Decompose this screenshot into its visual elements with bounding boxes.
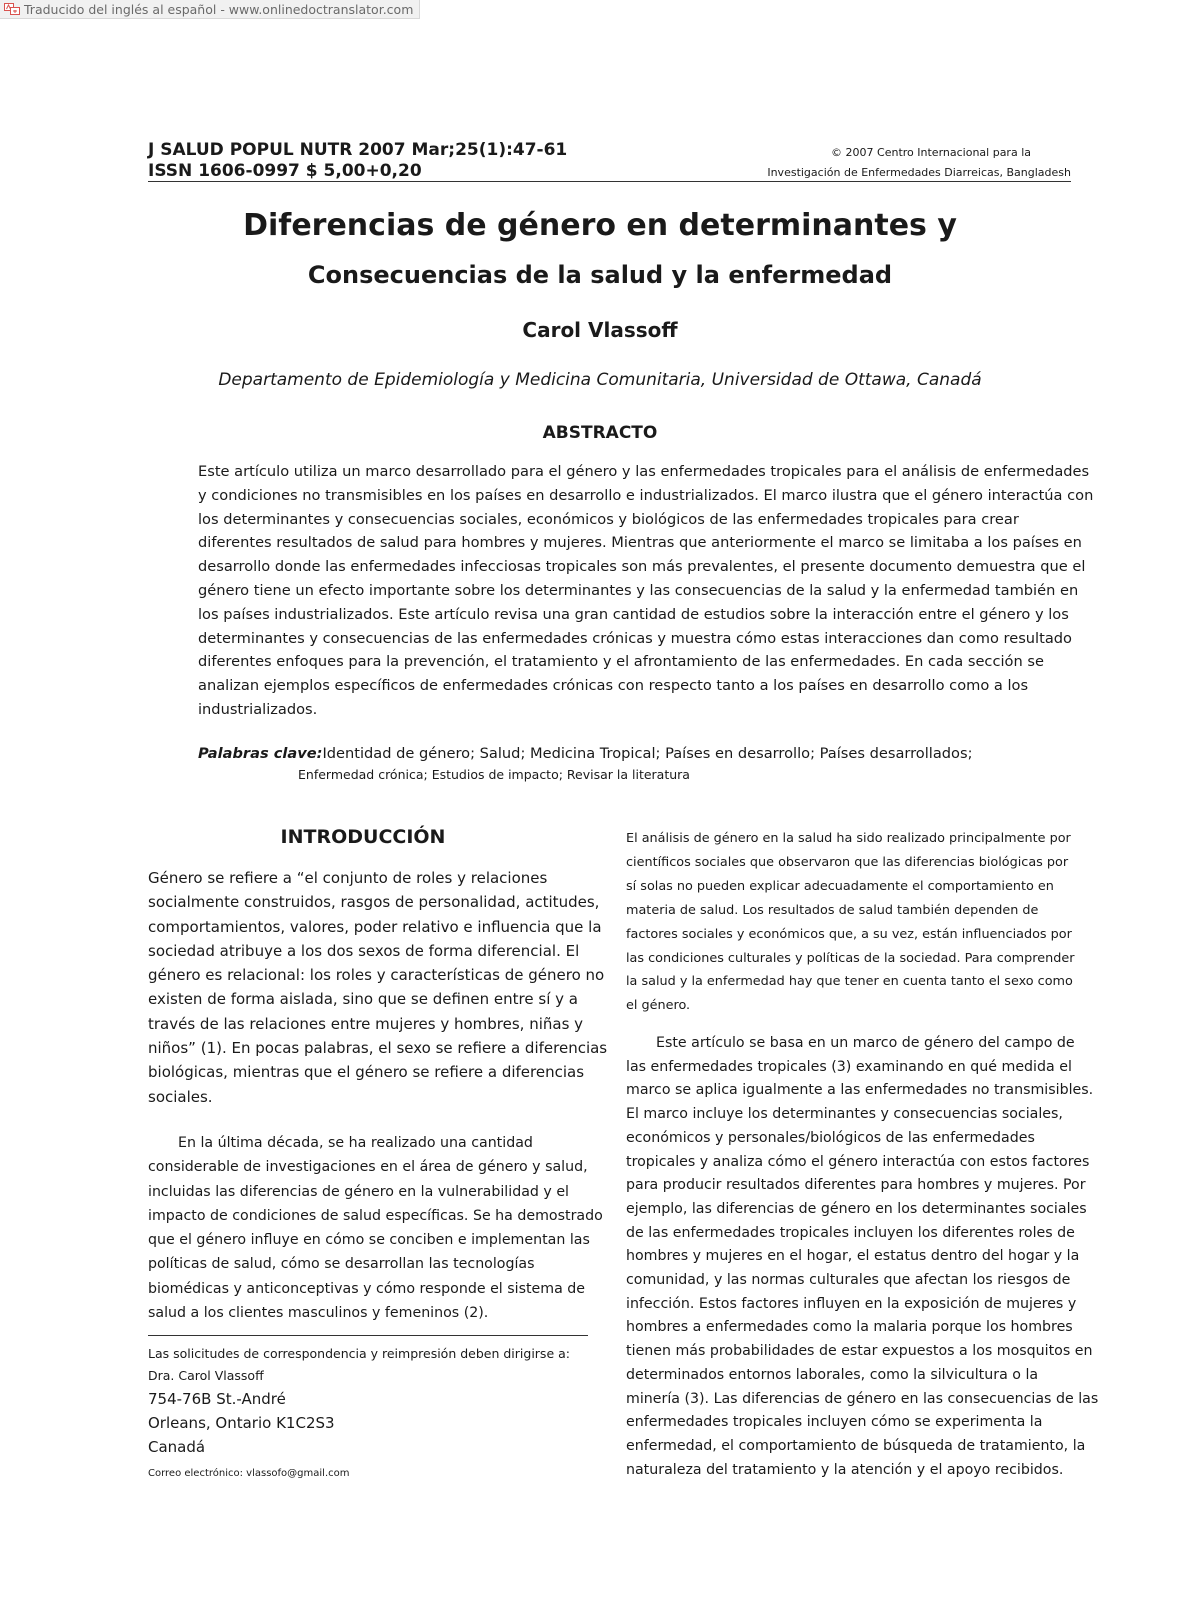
paragraph-line: enfermedades tropicales incluyen cómo se experimenta la — [626, 1414, 1043, 1431]
paragraph-line: de las enfermedades tropicales incluyen los diferentes roles de — [626, 1224, 1075, 1241]
paragraph-line: través de las relaciones entre mujeres y hombres, niñas y — [148, 1014, 584, 1033]
right-paragraph-1 — [626, 827, 1075, 1018]
paragraph-line: marco se aplica igualmente a las enfermedades no transmisibles. — [626, 1082, 1094, 1099]
intro-paragraph-1 — [148, 866, 608, 1109]
footnote-request-line: Las solicitudes de correspondencia y reimpresión deben dirigirse a: — [148, 1346, 570, 1361]
paragraph-line: políticas de salud, cómo se desarrollan las tecnologías — [148, 1256, 535, 1273]
abstract-line: determinantes y consecuencias de las enfermedades crónicas y muestra cómo estas interacciones dan como resultado — [198, 629, 1072, 647]
header-divider — [148, 181, 1071, 182]
paragraph-line: científicos sociales que observaron que las diferencias biológicas por — [626, 854, 1069, 870]
paragraph-line: minería (3). Las diferencias de género en las consecuencias de las — [626, 1390, 1099, 1407]
abstract-line: y condiciones no transmisibles en los países en desarrollo e industrializados. El marco ilustra que el género interactúa con — [198, 486, 1094, 504]
abstract-line: analizan ejemplos específicos de enfermedades crónicas con respecto tanto a los países en desarrollo como a los — [198, 677, 1029, 695]
paragraph-line: ejemplo, las diferencias de género en los determinantes sociales — [626, 1200, 1087, 1217]
abstract-line: género tiene un efecto importante sobre los determinantes y las consecuencias de la salud y la enfermedad también en — [198, 581, 1079, 599]
paragraph-line: socialmente construidos, rasgos de personalidad, actitudes, — [148, 893, 600, 912]
paragraph-line: hombres a enfermedades como la malaria porque los hombres — [626, 1319, 1073, 1336]
correspondence-footnote — [148, 1343, 588, 1485]
paragraph-line: sociales. — [148, 1087, 213, 1106]
introduction-heading: INTRODUCCIÓN — [280, 826, 446, 848]
abstract-heading: ABSTRACTO — [542, 423, 658, 443]
author-name: Carol Vlassoff — [522, 318, 678, 342]
paragraph-line: infección. Estos factores influyen en la exposición de mujeres y — [626, 1295, 1077, 1312]
abstract-line: diferentes resultados de salud para hombres y mujeres. Mientras que anteriormente el marco se limitaba a los países en — [198, 534, 1082, 552]
paragraph-line: género es relacional: los roles y características de género no — [148, 966, 605, 985]
paragraph-line: materia de salud. Los resultados de salud también dependen de — [626, 902, 1039, 918]
copyright-line-2: Investigación de Enfermedades Diarreicas, Bangladesh — [767, 166, 1071, 179]
paragraph-line: El marco incluye los determinantes y consecuencias sociales, — [626, 1106, 1063, 1123]
paragraph-line: sí solas no pueden explicar adecuadamente el comportamiento en — [626, 878, 1054, 894]
paragraph-line: salud a los clientes masculinos y femeninos (2). — [148, 1305, 489, 1322]
paragraph-line: considerable de investigaciones en el área de género y salud, — [148, 1159, 588, 1176]
paragraph-line: económicos y personales/biológicos de las enfermedades — [626, 1129, 1035, 1146]
keywords-label: Palabras clave: — [198, 745, 323, 762]
paragraph-line: determinados entornos laborales, como la silvicultura o la — [626, 1366, 1039, 1383]
paragraph-line: comportamientos, valores, poder relativo e influencia que la — [148, 917, 602, 936]
paragraph-line: para producir resultados diferentes para hombres y mujeres. Por — [626, 1177, 1086, 1194]
paragraph-line: enfermedad, el comportamiento de búsqueda de tratamiento, la — [626, 1437, 1086, 1454]
paragraph-line: comunidad, y las normas culturales que afectan los riesgos de — [626, 1272, 1071, 1289]
paragraph-line: En la última década, se ha realizado una cantidad — [178, 1135, 533, 1151]
paragraph-line: las enfermedades tropicales (3) examinando en qué medida el — [626, 1058, 1072, 1075]
paragraph-line: tienen más probabilidades de estar expuestos a los mosquitos en — [626, 1343, 1093, 1360]
keywords-line-1: Identidad de género; Salud; Medicina Tropical; Países en desarrollo; Países desarrollados; — [322, 745, 973, 762]
abstract-line: industrializados. — [198, 700, 318, 718]
paragraph-line: naturaleza del tratamiento y la atención y el apoyo recibidos. — [626, 1461, 1064, 1478]
paragraph-line: biológicas, mientras que el género se refiere a diferencias — [148, 1063, 585, 1082]
journal-citation: J SALUD POPUL NUTR 2007 Mar;25(1):47-61 — [148, 140, 568, 160]
right-paragraph-2 — [626, 1032, 1099, 1482]
paragraph-line: biomédicas y anticonceptivas y cómo responde el sistema de — [148, 1280, 586, 1297]
copyright-line-1: © 2007 Centro Internacional para la — [831, 146, 1031, 159]
paragraph-line: Este artículo se basa en un marco de género del campo de — [656, 1035, 1075, 1051]
paragraph-line: tropicales y analiza cómo el género interactúa con estos factores — [626, 1153, 1090, 1170]
paragraph-line: el género. — [626, 998, 691, 1014]
keywords — [198, 742, 1028, 766]
article-title-line-2: Consecuencias de la salud y la enfermedad — [307, 261, 893, 289]
abstract-line: Este artículo utiliza un marco desarrollado para el género y las enfermedades tropicales para el análisis de enfermedades — [198, 463, 1090, 480]
abstract-line: los países industrializados. Este artículo revisa una gran cantidad de estudios sobre la interacción entre el género y los — [198, 605, 1069, 623]
paragraph-line: factores sociales y económicos que, a su vez, están influenciados por — [626, 926, 1072, 942]
paragraph-line: sociedad atribuye a los dos sexos de forma diferencial. El — [148, 941, 580, 960]
paragraph-line: incluidas las diferencias de género en la vulnerabilidad y el — [148, 1183, 569, 1200]
paragraph-line: la salud y la enfermedad hay que tener en cuenta tanto el sexo como — [626, 974, 1073, 990]
abstract-body — [198, 460, 1094, 722]
paragraph-line: las condiciones culturales y políticas de la sociedad. Para comprender — [626, 950, 1075, 966]
paragraph-line: Género se refiere a “el conjunto de roles y relaciones — [148, 869, 548, 887]
abstract-line: diferentes enfoques para la prevención, el tratamiento y el afrontamiento de las enfermedades. En cada sección se — [198, 653, 1044, 671]
banner-text: Traducido del inglés al español - www.onlinedoctranslator.com — [24, 1, 414, 17]
paragraph-line: que el género influye en cómo se conciben e implementan las — [148, 1232, 590, 1249]
article-title-line-1: Diferencias de género en determinantes y — [243, 208, 957, 243]
footnote-email: Correo electrónico: vlassofo@gmail.com — [148, 1468, 350, 1479]
abstract-line: desarrollo donde las enfermedades infecciosas tropicales son más prevalentes, el presente documento demuestra que el — [198, 558, 1086, 576]
intro-paragraph-2 — [148, 1131, 603, 1325]
translate-icon — [4, 3, 20, 15]
footnote-street: 754-76B St.-André — [148, 1390, 286, 1408]
paragraph-line: impacto de condiciones de salud específicas. Se ha demostrado — [148, 1207, 603, 1224]
footnote-city: Orleans, Ontario K1C2S3 — [148, 1414, 335, 1432]
issn-line: ISSN 1606-0997 $ 5,00+0,20 — [148, 161, 422, 181]
translator-banner[interactable] — [0, 0, 420, 19]
paragraph-line: niños” (1). En pocas palabras, el sexo se refiere a diferencias — [148, 1039, 608, 1058]
author-affiliation: Departamento de Epidemiología y Medicina Comunitaria, Universidad de Ottawa, Canadá — [218, 370, 982, 390]
footnote-divider — [148, 1335, 588, 1336]
abstract-line: los determinantes y consecuencias sociales, económicos y biológicos de las enfermedades tropicales para crear — [198, 510, 1019, 528]
keywords-line-2: Enfermedad crónica; Estudios de impacto; Revisar la literatura — [298, 767, 690, 782]
footnote-country: Canadá — [148, 1438, 206, 1456]
footnote-name: Dra. Carol Vlassoff — [148, 1368, 264, 1383]
paragraph-line: existen de forma aislada, sino que se definen entre sí y a — [148, 990, 578, 1009]
paragraph-line: El análisis de género en la salud ha sido realizado principalmente por — [626, 831, 1071, 846]
paragraph-line: hombres y mujeres en el hogar, el estatus dentro del hogar y la — [626, 1248, 1080, 1265]
